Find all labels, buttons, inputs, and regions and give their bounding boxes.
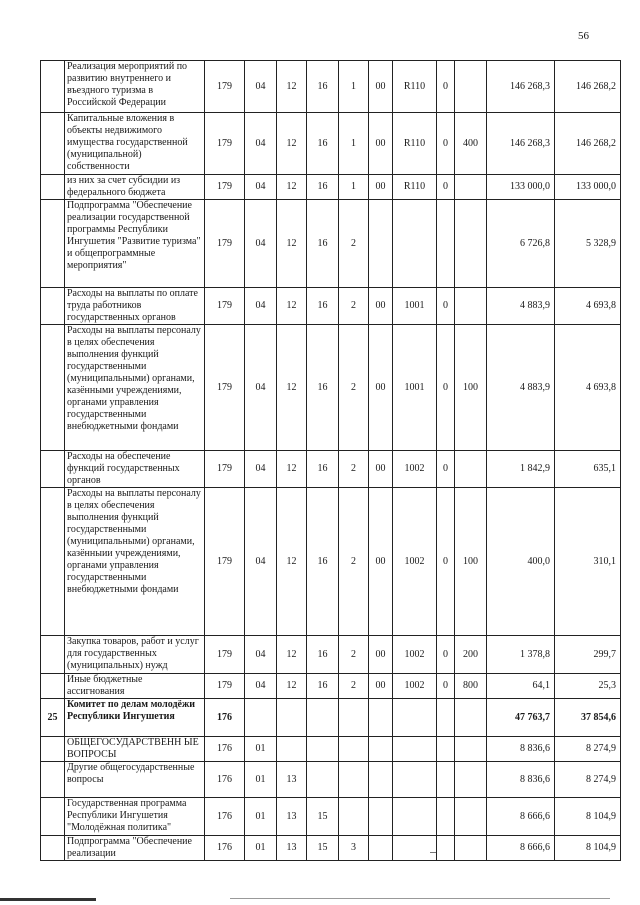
row-number-cell [41,325,65,451]
row-number-cell [41,636,65,674]
code-section-cell: 04 [245,674,277,699]
code-ministry-cell: 179 [205,674,245,699]
planned-amount-cell: 8 836,6 [487,737,555,762]
code-direction-cell: 1001 [393,288,437,325]
code-subsection-cell: 12 [277,636,307,674]
code-subsection-cell: 13 [277,836,307,861]
code-section-cell: 04 [245,488,277,636]
row-number-cell [41,836,65,861]
code-direction-cell [393,200,437,288]
row-number-cell [41,451,65,488]
executed-amount-cell: 5 328,9 [555,200,621,288]
table-row [41,200,621,288]
code-direction-cell: 1002 [393,488,437,636]
executed-amount-cell: 310,1 [555,488,621,636]
executed-amount-cell: 8 104,9 [555,798,621,836]
code-extra-cell: 0 [437,674,455,699]
scan-line-mark [230,898,610,899]
code-event-cell [369,762,393,798]
code-event-cell [369,836,393,861]
planned-amount-cell: 400,0 [487,488,555,636]
code-event-cell: 00 [369,674,393,699]
code-expense-type-cell [455,61,487,113]
code-direction-cell [393,798,437,836]
code-ministry-cell: 179 [205,61,245,113]
planned-amount-cell: 64,1 [487,674,555,699]
code-program-cell [307,762,339,798]
code-expense-type-cell: 100 [455,488,487,636]
code-section-cell: 01 [245,737,277,762]
code-ministry-cell: 176 [205,737,245,762]
page-number: 56 [578,30,589,42]
code-direction-cell: R110 [393,113,437,175]
executed-amount-cell: 635,1 [555,451,621,488]
code-direction-cell: 1002 [393,451,437,488]
code-subprogram-cell [339,762,369,798]
code-section-cell: 01 [245,798,277,836]
table-row [41,113,621,175]
planned-amount-cell: 4 883,9 [487,288,555,325]
code-section-cell: 04 [245,200,277,288]
table-row [41,288,621,325]
code-subsection-cell [277,737,307,762]
code-ministry-cell: 176 [205,762,245,798]
code-direction-cell: 1002 [393,636,437,674]
code-subprogram-cell [339,798,369,836]
item-name-cell: ОБЩЕГОСУДАРСТВЕНН ЫЕ ВОПРОСЫ [65,737,205,762]
code-event-cell: 00 [369,488,393,636]
code-section-cell [245,699,277,737]
row-number-cell [41,288,65,325]
row-number-cell [41,674,65,699]
executed-amount-cell: 25,3 [555,674,621,699]
code-extra-cell [437,798,455,836]
code-direction-cell: R110 [393,175,437,200]
code-event-cell: 00 [369,113,393,175]
executed-amount-cell: 4 693,8 [555,288,621,325]
code-section-cell: 04 [245,451,277,488]
budget-table [40,60,621,861]
item-name-cell: Иные бюджетные ассигнования [65,674,205,699]
code-expense-type-cell: 100 [455,325,487,451]
executed-amount-cell: 37 854,6 [555,699,621,737]
code-section-cell: 04 [245,61,277,113]
executed-amount-cell: 146 268,2 [555,113,621,175]
code-ministry-cell: 179 [205,200,245,288]
code-event-cell [369,737,393,762]
table-row [41,488,621,636]
executed-amount-cell: 133 000,0 [555,175,621,200]
scan-edge-mark [0,898,96,901]
code-subsection-cell: 12 [277,200,307,288]
code-ministry-cell: 179 [205,488,245,636]
code-program-cell [307,699,339,737]
code-event-cell: 00 [369,175,393,200]
code-program-cell: 16 [307,200,339,288]
code-ministry-cell: 176 [205,798,245,836]
scan-dot-mark [430,852,436,853]
executed-amount-cell: 4 693,8 [555,325,621,451]
code-ministry-cell: 179 [205,113,245,175]
table-row [41,175,621,200]
table-row [41,798,621,836]
code-program-cell: 16 [307,175,339,200]
item-name-cell: Комитет по делам молодёжи Республики Ингушетия [65,699,205,737]
code-expense-type-cell [455,762,487,798]
code-ministry-cell: 179 [205,451,245,488]
row-number-cell: 25 [41,699,65,737]
code-program-cell [307,737,339,762]
code-extra-cell: 0 [437,61,455,113]
code-expense-type-cell [455,737,487,762]
row-number-cell [41,762,65,798]
code-extra-cell [437,699,455,737]
planned-amount-cell: 4 883,9 [487,325,555,451]
code-extra-cell: 0 [437,288,455,325]
row-number-cell [41,61,65,113]
code-subsection-cell [277,699,307,737]
code-extra-cell: 0 [437,113,455,175]
code-extra-cell [437,200,455,288]
code-section-cell: 04 [245,636,277,674]
code-program-cell: 16 [307,636,339,674]
planned-amount-cell: 8 836,6 [487,762,555,798]
item-name-cell: Подпрограмма "Обеспечение реализации [65,836,205,861]
code-event-cell: 00 [369,288,393,325]
planned-amount-cell: 8 666,6 [487,798,555,836]
planned-amount-cell: 8 666,6 [487,836,555,861]
code-program-cell: 16 [307,451,339,488]
planned-amount-cell: 1 378,8 [487,636,555,674]
code-section-cell: 01 [245,836,277,861]
item-name-cell: Расходы на выплаты персоналу в целях обеспечения выполнения функций государственными (муниципальными) органами, казёнными учреждениями, органами управления государственными внебюджетными фондами [65,325,205,451]
code-extra-cell: 0 [437,451,455,488]
code-event-cell [369,699,393,737]
item-name-cell: Расходы на выплаты персоналу в целях обеспечения выполнения функций государственными (муниципальными) органами, казённыии учреждениями, органами управления государственными внебюджетными фондами [65,488,205,636]
item-name-cell: Государственная программа Республики Ингушетия "Молодёжная политика" [65,798,205,836]
code-subsection-cell: 12 [277,451,307,488]
code-subprogram-cell: 1 [339,61,369,113]
item-name-cell: Капитальные вложения в объекты недвижимого имущества государственной (муниципальной) собственности [65,113,205,175]
code-event-cell [369,798,393,836]
code-ministry-cell: 179 [205,325,245,451]
code-direction-cell: R110 [393,61,437,113]
code-extra-cell: 0 [437,325,455,451]
code-expense-type-cell: 200 [455,636,487,674]
code-subsection-cell: 12 [277,325,307,451]
code-expense-type-cell: 800 [455,674,487,699]
code-event-cell [369,200,393,288]
item-name-cell: из них за счет субсидии из федерального бюджета [65,175,205,200]
planned-amount-cell: 6 726,8 [487,200,555,288]
code-expense-type-cell [455,200,487,288]
code-event-cell: 00 [369,61,393,113]
code-expense-type-cell [455,798,487,836]
table-row [41,737,621,762]
table-row [41,325,621,451]
code-ministry-cell: 176 [205,699,245,737]
code-subprogram-cell: 2 [339,200,369,288]
code-section-cell: 04 [245,325,277,451]
code-extra-cell: 0 [437,636,455,674]
item-name-cell: Закупка товаров, работ и услуг для государственных (муниципальных) нужд [65,636,205,674]
code-expense-type-cell: 400 [455,113,487,175]
executed-amount-cell: 299,7 [555,636,621,674]
code-ministry-cell: 179 [205,288,245,325]
code-subsection-cell: 13 [277,798,307,836]
planned-amount-cell: 133 000,0 [487,175,555,200]
row-number-cell [41,737,65,762]
code-direction-cell [393,737,437,762]
code-program-cell: 15 [307,836,339,861]
row-number-cell [41,175,65,200]
planned-amount-cell: 146 268,3 [487,61,555,113]
code-subprogram-cell [339,699,369,737]
code-direction-cell [393,699,437,737]
code-direction-cell [393,836,437,861]
item-name-cell: Расходы на обеспечение функций государственных органов [65,451,205,488]
executed-amount-cell: 146 268,2 [555,61,621,113]
code-extra-cell [437,737,455,762]
code-expense-type-cell [455,451,487,488]
code-section-cell: 04 [245,175,277,200]
planned-amount-cell: 1 842,9 [487,451,555,488]
code-section-cell: 04 [245,288,277,325]
table-row [41,674,621,699]
code-ministry-cell: 179 [205,636,245,674]
table-row [41,61,621,113]
code-subsection-cell: 12 [277,175,307,200]
table-row [41,699,621,737]
code-subsection-cell: 12 [277,488,307,636]
code-ministry-cell: 176 [205,836,245,861]
code-program-cell: 15 [307,798,339,836]
code-section-cell: 01 [245,762,277,798]
code-subprogram-cell: 1 [339,175,369,200]
code-subprogram-cell: 1 [339,113,369,175]
code-subsection-cell: 12 [277,113,307,175]
budget-table-body [41,61,621,861]
code-section-cell: 04 [245,113,277,175]
code-extra-cell: 0 [437,488,455,636]
code-program-cell: 16 [307,113,339,175]
code-subprogram-cell: 2 [339,451,369,488]
code-subprogram-cell: 2 [339,325,369,451]
code-extra-cell: 0 [437,175,455,200]
code-expense-type-cell [455,288,487,325]
planned-amount-cell: 146 268,3 [487,113,555,175]
code-subprogram-cell: 2 [339,488,369,636]
executed-amount-cell: 8 274,9 [555,762,621,798]
code-program-cell: 16 [307,674,339,699]
item-name-cell: Другие общегосударственные вопросы [65,762,205,798]
code-subsection-cell: 12 [277,288,307,325]
code-subprogram-cell: 3 [339,836,369,861]
code-program-cell: 16 [307,288,339,325]
code-direction-cell: 1001 [393,325,437,451]
item-name-cell: Расходы на выплаты по оплате труда работников государственных органов [65,288,205,325]
code-expense-type-cell [455,699,487,737]
code-subprogram-cell: 2 [339,674,369,699]
executed-amount-cell: 8 104,9 [555,836,621,861]
item-name-cell: Подпрограмма "Обеспечение реализации государственной программы Республики Ингушетия "Развитие туризма" и общепрограммные мероприятия" [65,200,205,288]
code-program-cell: 16 [307,488,339,636]
code-subsection-cell: 12 [277,61,307,113]
table-row [41,451,621,488]
row-number-cell [41,488,65,636]
planned-amount-cell: 47 763,7 [487,699,555,737]
code-subsection-cell: 13 [277,762,307,798]
item-name-cell: Реализация мероприятий по развитию внутреннего и въездного туризма в Российской Федерации [65,61,205,113]
table-row [41,636,621,674]
code-program-cell: 16 [307,325,339,451]
code-extra-cell [437,836,455,861]
code-event-cell: 00 [369,325,393,451]
code-direction-cell [393,762,437,798]
code-direction-cell: 1002 [393,674,437,699]
table-row [41,836,621,861]
code-program-cell: 16 [307,61,339,113]
code-extra-cell [437,762,455,798]
code-subprogram-cell [339,737,369,762]
row-number-cell [41,798,65,836]
code-subsection-cell: 12 [277,674,307,699]
code-expense-type-cell [455,175,487,200]
code-subprogram-cell: 2 [339,288,369,325]
row-number-cell [41,200,65,288]
row-number-cell [41,113,65,175]
table-row [41,762,621,798]
executed-amount-cell: 8 274,9 [555,737,621,762]
code-ministry-cell: 179 [205,175,245,200]
code-event-cell: 00 [369,451,393,488]
code-subprogram-cell: 2 [339,636,369,674]
code-expense-type-cell [455,836,487,861]
code-event-cell: 00 [369,636,393,674]
